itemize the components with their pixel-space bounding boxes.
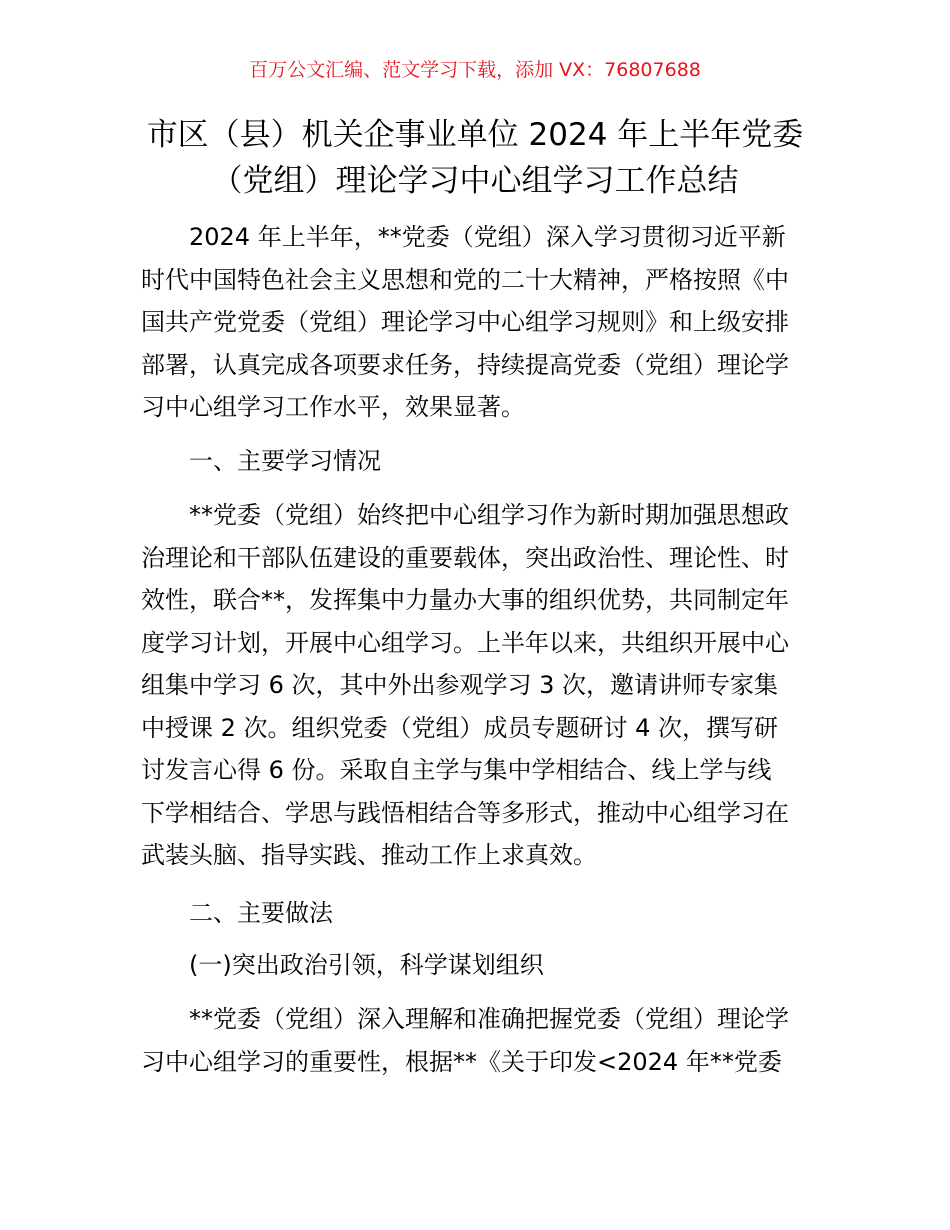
paragraph-line: 国共产党党委（党组）理论学习中心组学习规则》和上级安排 [141, 308, 789, 336]
section-heading-text: 一、主要学习情况 [189, 447, 381, 475]
paragraph-line: 习中心组学习工作水平，效果显著。 [141, 393, 525, 421]
paragraph-line: 中授课 2 次。组织党委（党组）成员专题研讨 4 次，撰写研 [141, 713, 779, 742]
paragraph-line: 部署，认真完成各项要求任务，持续提高党委（党组）理论学 [141, 350, 789, 379]
subsection-heading-1 [141, 944, 813, 987]
paragraph-line: 讨发言心得 6 份。采取自主学与集中学相结合、线上学与线 [141, 756, 772, 784]
section-heading-1 [141, 440, 813, 483]
paragraph-political-lead [141, 998, 813, 1083]
paragraph-line: **党委（党组）始终把中心组学习作为新时期加强思想政 [189, 501, 789, 529]
paragraph-study-situation [141, 494, 813, 877]
paragraph-line: 武装头脑、指导实践、推动工作上求真效。 [141, 841, 597, 869]
paragraph-line: 效性，联合**，发挥集中力量办大事的组织优势，共同制定年 [141, 586, 789, 614]
subsection-heading-text: (一)突出政治引领，科学谋划组织 [189, 951, 544, 979]
document-title [120, 112, 830, 204]
title-line-2: （党组）理论学习中心组学习工作总结 [211, 163, 739, 199]
paragraph-line: **党委（党组）深入理解和准确把握党委（党组）理论学 [189, 1005, 789, 1033]
paragraph-line: 下学相结合、学思与践悟相结合等多形式，推动中心组学习在 [141, 798, 789, 827]
title-line-1: 市区（县）机关企事业单位 2024 年上半年党委 [146, 117, 804, 153]
paragraph-line: 组集中学习 6 次，其中外出参观学习 3 次，邀请讲师专家集 [141, 671, 779, 699]
paragraph-line: 度学习计划，开展中心组学习。上半年以来，共组织开展中心 [141, 628, 789, 657]
paragraph-line: 习中心组学习的重要性，根据**《关于印发<2024 年**党委 [141, 1047, 782, 1076]
paragraph-line: 2024 年上半年，**党委（党组）深入学习贯彻习近平新 [189, 223, 786, 251]
section-heading-2 [141, 892, 813, 935]
section-heading-text: 二、主要做法 [189, 899, 333, 927]
header-watermark: 百万公文汇编、范文学习下载，添加 VX：76807688 [249, 59, 701, 81]
paragraph-line: 治理论和干部队伍建设的重要载体，突出政治性、理论性、时 [141, 543, 789, 572]
paragraph-line: 时代中国特色社会主义思想和党的二十大精神，严格按照《中 [141, 265, 789, 294]
paragraph-intro [141, 216, 813, 429]
